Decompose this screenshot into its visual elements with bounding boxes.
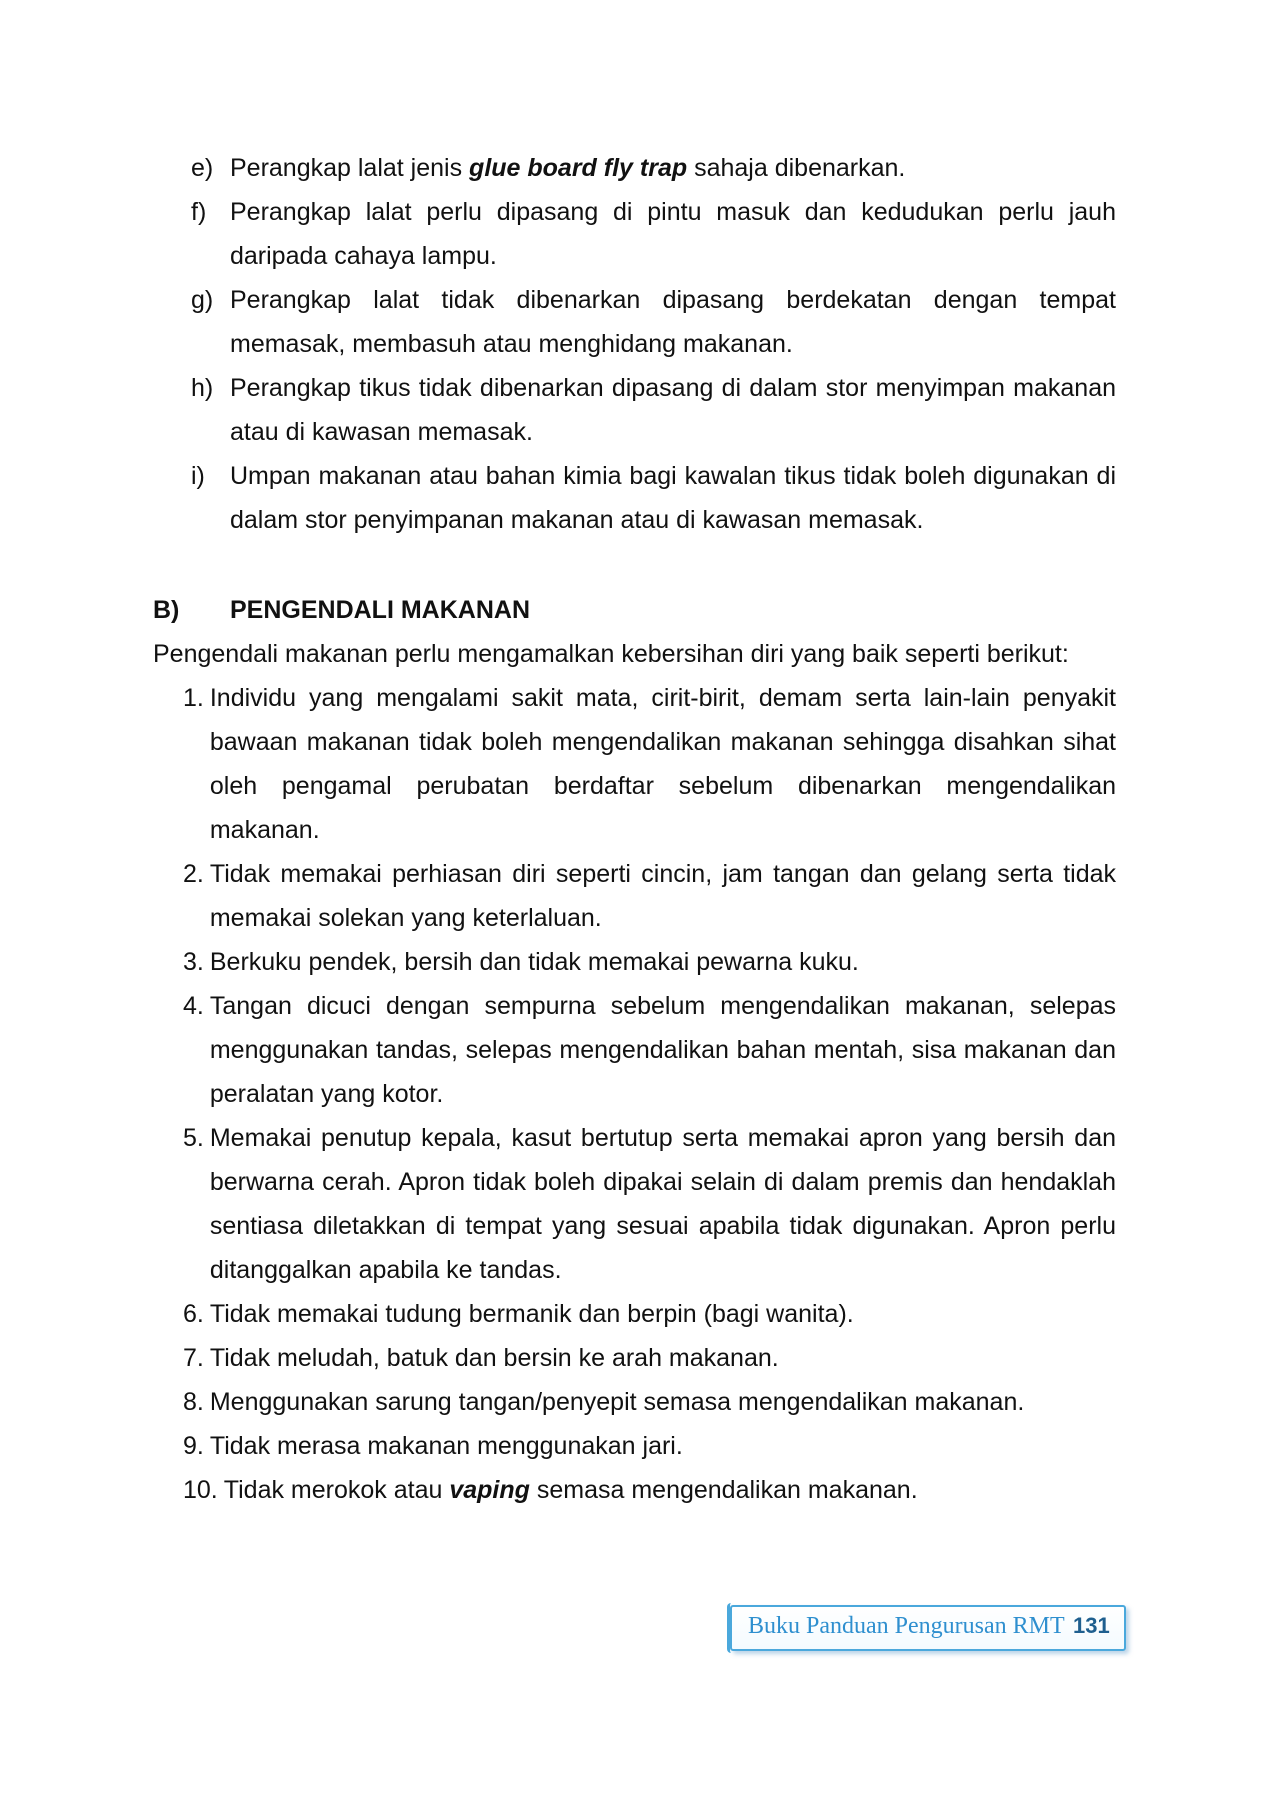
scroll-curl-decoration bbox=[727, 1603, 736, 1653]
list-number: 4. bbox=[183, 992, 204, 1020]
list-text: Menggunakan sarung tangan/penyepit semasa mengendalikan makanan. bbox=[209, 1388, 1025, 1416]
list-number: 2. bbox=[183, 860, 204, 888]
list-item bbox=[153, 1380, 1116, 1424]
list-text: Tidak meludah, batuk dan bersin ke arah makanan. bbox=[209, 1344, 779, 1372]
list-number: 9. bbox=[183, 1432, 204, 1460]
emphasis-text: vaping bbox=[449, 1476, 530, 1504]
list-text bbox=[224, 1468, 1116, 1512]
section-label: B) bbox=[153, 596, 180, 624]
list-text: Individu yang mengalami sakit mata, cirit-birit, demam serta lain-lain penyakit bawaan makanan tidak boleh mengendalikan makanan sehingga disahkan sihat oleh pengamal perubatan berdaftar sebelum dibenarkan mengendalikan makanan. bbox=[209, 684, 1116, 844]
text-segment: Perangkap lalat jenis bbox=[230, 154, 470, 182]
page-footer bbox=[730, 1605, 1128, 1651]
section-intro: Pengendali makanan perlu mengamalkan kebersihan diri yang baik seperti berikut: bbox=[153, 640, 1069, 668]
list-item bbox=[153, 852, 1116, 940]
list-text: Tangan dicuci dengan sempurna sebelum mengendalikan makanan, selepas menggunakan tandas, selepas mengendalikan bahan mentah, sisa makanan dan peralatan yang kotor. bbox=[209, 992, 1116, 1108]
numbered-list bbox=[153, 676, 1116, 1512]
list-number: 8. bbox=[183, 1388, 204, 1416]
list-number: 7. bbox=[183, 1344, 204, 1372]
list-text: Memakai penutup kepala, kasut bertutup serta memakai apron yang bersih dan berwarna cerah. Apron tidak boleh dipakai selain di dalam premis dan hendaklah sentiasa diletakkan di tempat yang sesuai apabila tidak digunakan. Apron perlu ditanggalkan apabila ke tandas. bbox=[209, 1124, 1116, 1284]
list-text: Umpan makanan atau bahan kimia bagi kawalan tikus tidak boleh digunakan di dalam stor penyimpanan makanan atau di kawasan memasak. bbox=[230, 462, 1116, 534]
section-title: PENGENDALI MAKANAN bbox=[230, 596, 530, 624]
list-marker: f) bbox=[191, 198, 207, 226]
list-item bbox=[153, 1116, 1116, 1292]
list-item bbox=[153, 676, 1116, 852]
list-text: Perangkap tikus tidak dibenarkan dipasang di dalam stor menyimpan makanan atau di kawasan memasak. bbox=[230, 374, 1116, 446]
list-item bbox=[153, 940, 1116, 984]
list-text: Berkuku pendek, bersih dan tidak memakai pewarna kuku. bbox=[209, 948, 859, 976]
list-item bbox=[191, 366, 1116, 454]
page-number: 131 bbox=[1073, 1613, 1110, 1638]
list-text bbox=[230, 146, 1116, 190]
list-item bbox=[153, 1292, 1116, 1336]
list-item bbox=[191, 278, 1116, 366]
list-item bbox=[153, 1468, 1116, 1512]
list-number: 1. bbox=[183, 684, 204, 712]
list-number: 10. bbox=[183, 1476, 218, 1504]
alpha-list bbox=[191, 146, 1116, 542]
list-number: 3. bbox=[183, 948, 204, 976]
list-item bbox=[191, 146, 1116, 190]
list-text: Tidak merasa makanan menggunakan jari. bbox=[209, 1432, 683, 1460]
list-item bbox=[191, 454, 1116, 542]
list-text: Tidak memakai perhiasan diri seperti cincin, jam tangan dan gelang serta tidak memakai solekan yang keterlaluan. bbox=[209, 860, 1116, 932]
list-item bbox=[153, 1336, 1116, 1380]
footer-book-title: Buku Panduan Pengurusan RMT bbox=[748, 1613, 1065, 1639]
emphasis-text: glue board fly trap bbox=[469, 154, 688, 182]
list-item bbox=[153, 1424, 1116, 1468]
list-marker: g) bbox=[191, 286, 214, 314]
section-pengendali-makanan bbox=[153, 588, 1116, 1512]
list-marker: e) bbox=[191, 154, 214, 182]
list-number: 5. bbox=[183, 1124, 204, 1152]
text-segment: Tidak merokok atau bbox=[223, 1476, 450, 1504]
list-item bbox=[153, 984, 1116, 1116]
list-text: Tidak memakai tudung bermanik dan berpin (bagi wanita). bbox=[209, 1300, 854, 1328]
text-segment: semasa mengendalikan makanan. bbox=[529, 1476, 918, 1504]
list-item bbox=[191, 190, 1116, 278]
text-segment: sahaja dibenarkan. bbox=[687, 154, 906, 182]
section-heading bbox=[153, 588, 1116, 632]
list-text: Perangkap lalat tidak dibenarkan dipasang berdekatan dengan tempat memasak, membasuh atau menghidang makanan. bbox=[230, 286, 1116, 358]
list-number: 6. bbox=[183, 1300, 204, 1328]
list-marker: i) bbox=[191, 462, 205, 490]
list-marker: h) bbox=[191, 374, 214, 402]
list-text: Perangkap lalat perlu dipasang di pintu masuk dan kedudukan perlu jauh daripada cahaya lampu. bbox=[230, 198, 1116, 270]
